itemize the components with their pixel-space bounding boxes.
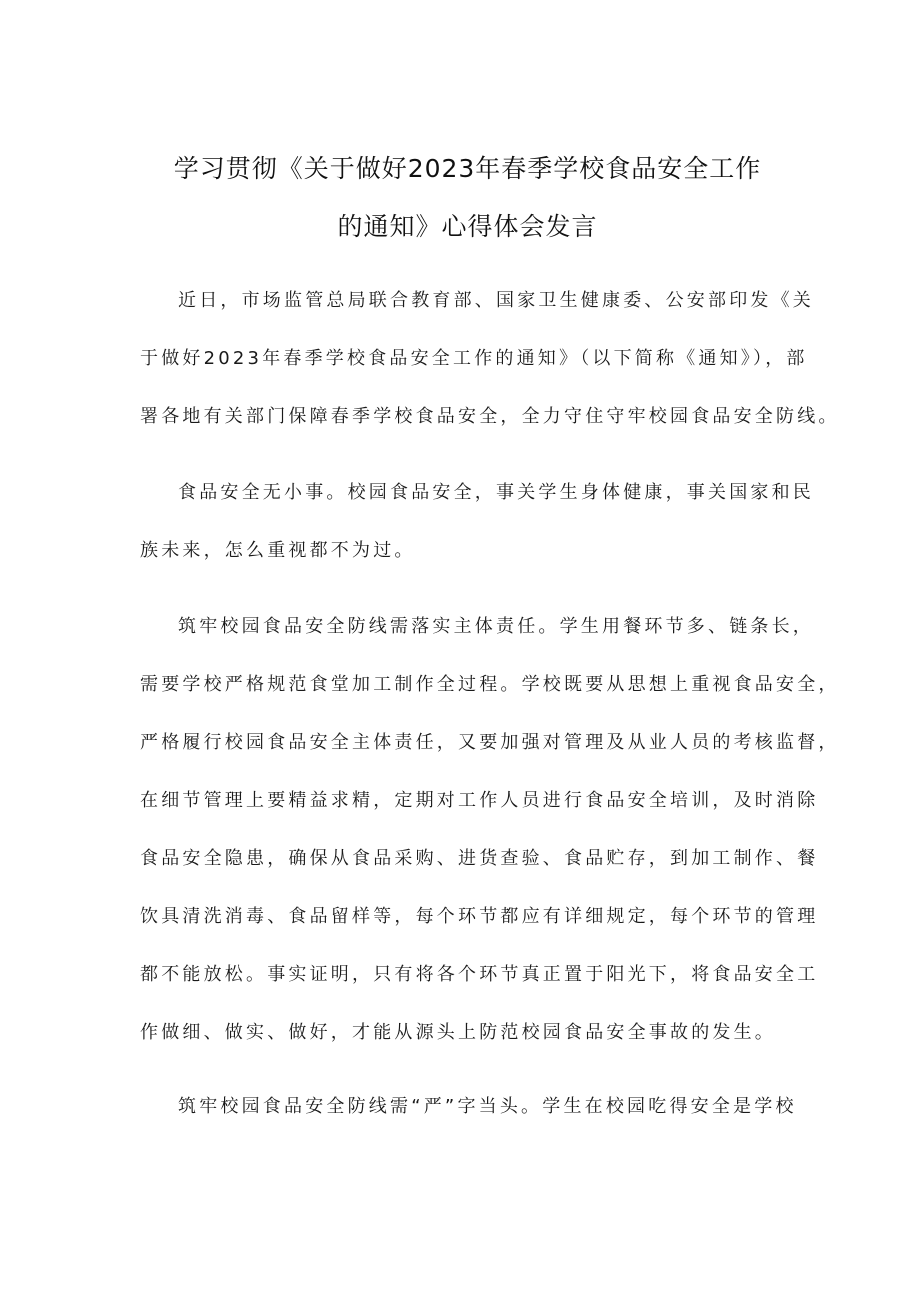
paragraph-3 [140,598,840,1062]
paragraph-line: 作做细、做实、做好，才能从源头上防范校园食品安全事故的发生。 [140,1022,776,1043]
paragraph-line: 在细节管理上要精益求精，定期对工作人员进行食品安全培训，及时消除 [140,790,819,811]
paragraph-line: 筑牢校园食品安全防线需“严”字当头。学生在校园吃得安全是学校 [178,1096,797,1117]
title-line-2: 的通知》心得体会发言 [337,212,598,241]
paragraph-line: 严格履行校园食品安全主体责任，又要加强对管理及从业人员的考核监督， [140,732,840,753]
paragraph-line: 筑牢校园食品安全防线需落实主体责任。学生用餐环节多、链条长， [178,616,814,637]
paragraph-line: 食品安全隐患，确保从食品采购、进货查验、食品贮存，到加工制作、餐 [140,848,819,869]
paragraph-line: 近日，市场监管总局联合教育部、国家卫生健康委、公安部印发《关 [178,290,814,311]
paragraph-line: 于做好2023年春季学校食品安全工作的通知》（以下简称《通知》），部 [140,348,808,369]
paragraph-4 [140,1078,800,1136]
paragraph-line: 需要学校严格规范食堂加工制作全过程。学校既要从思想上重视食品安全， [140,674,840,695]
paragraph-line: 署各地有关部门保障春季学校食品安全，全力守住守牢校园食品安全防线。 [140,406,840,427]
paragraph-1 [140,272,840,446]
paragraph-line: 都不能放松。事实证明，只有将各个环节真正置于阳光下，将食品安全工 [140,964,819,985]
paragraph-line: 饮具清洗消毒、食品留样等，每个环节都应有详细规定，每个环节的管理 [140,906,819,927]
paragraph-2 [140,464,814,580]
paragraph-line: 族未来，怎么重视都不为过。 [140,540,416,561]
document-title [140,140,795,256]
title-line-1: 学习贯彻《关于做好2023年春季学校食品安全工作 [173,154,762,183]
paragraph-line: 食品安全无小事。校园食品安全，事关学生身体健康，事关国家和民 [178,482,814,503]
